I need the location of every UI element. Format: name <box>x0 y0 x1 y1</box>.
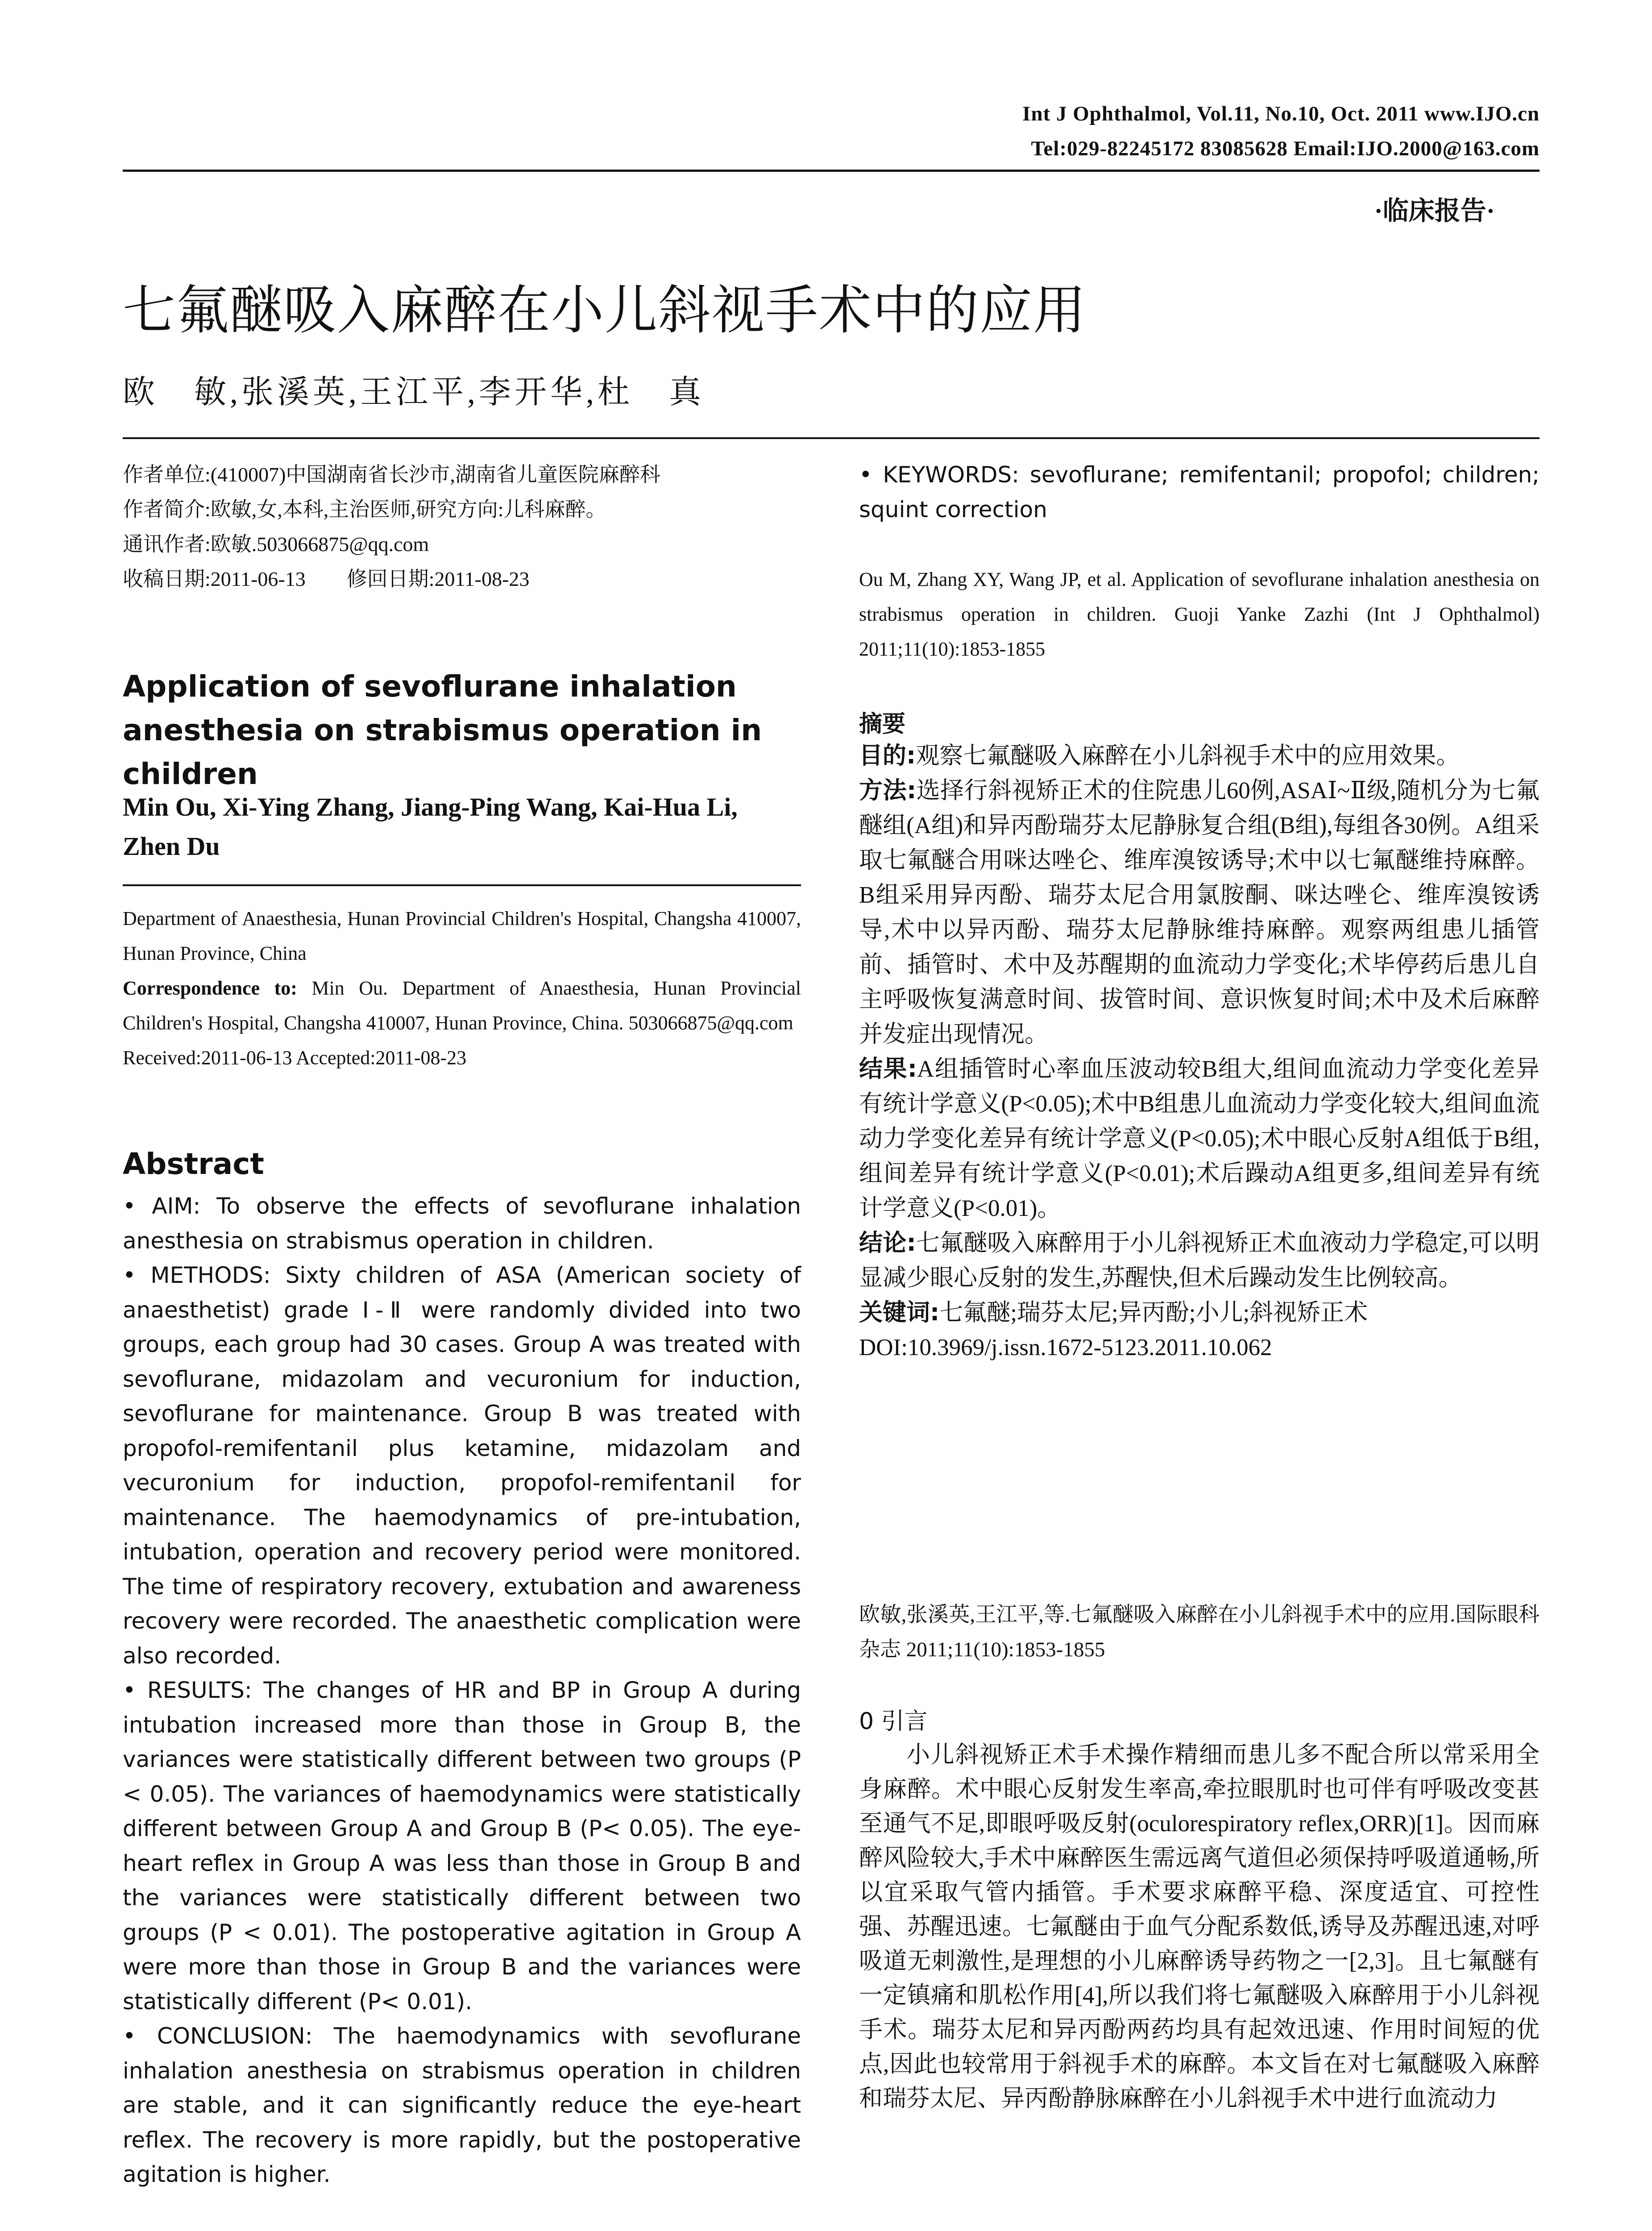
bio-cn: 作者简介:欧敏,女,本科,主治医师,研究方向:儿科麻醉。 <box>123 498 606 521</box>
citation-en: Ou M, Zhang XY, Wang JP, et al. Application of sevoflurane inhalation anesthesia on strabismus operation in children. Guoji Yanke Zazhi (Int J Ophthalmol) 2011;11(10):1853-1855 <box>859 568 1540 660</box>
contact-header: Tel:029-82245172 83085628 Email:IJO.2000@163.com <box>1031 137 1540 160</box>
authors-rule <box>123 884 801 886</box>
abstract-aim: • AIM: To observe the effects of sevoflurane inhalation anesthesia on strabismus operation in children. <box>123 1193 801 1254</box>
keywords-text: 七氟醚;瑞芬太尼;异丙酚;小儿;斜视矫正术 <box>939 1300 1368 1326</box>
purpose-label: 目的: <box>859 742 916 769</box>
title-en: Application of sevoflurane inhalation anesthesia on strabismus operation in children <box>123 669 762 791</box>
abstract-cn-methods <box>859 773 1540 1052</box>
abstract-cn-conclusion <box>859 1226 1540 1295</box>
intro-text: 小儿斜视矫正术手术操作精细而患儿多不配合所以常采用全身麻醉。术中眼心反射发生率高,牵拉眼肌时也可伴有呼吸改变甚至通气不足,即眼呼吸反射(oculorespiratory reflex,ORR)[1]。因而麻醉风险较大,手术中麻醉医生需远离气道但必须保持呼吸道通畅,所以宜采取气管内插管。手术要求麻醉平稳、深度适宜、可控性强、苏醒迅速。七氟醚由于血气分配系数低,诱导及苏醒迅速,对呼吸道无刺激性,是理想的小儿麻醉诱导药物之一[2,3]。且七氟醚有一定镇痛和肌松作用[4],所以我们将七氟醚吸入麻醉用于小儿斜视手术。瑞芬太尼和异丙酚两药均具有起效迅速、作用时间短的优点,因此也较常用于斜视手术的麻醉。本文旨在对七氟醚吸入麻醉和瑞芬太尼、异丙酚静脉麻醉在小儿斜视手术中进行血流动力 <box>859 1742 1540 2111</box>
journal-header: Int J Ophthalmol, Vol.11, No.10, Oct. 2011 www.IJO.cn <box>1022 102 1540 125</box>
methods-label: 方法: <box>859 777 917 804</box>
abstract-cn-results <box>859 1052 1540 1226</box>
section-tag: ·临床报告· <box>1374 196 1495 225</box>
purpose-text: 观察七氟醚吸入麻醉在小儿斜视手术中的应用效果。 <box>916 743 1460 769</box>
received-en: Received:2011-06-13 Accepted:2011-08-23 <box>123 1047 467 1069</box>
dates-cn: 收稿日期:2011-06-13 修回日期:2011-08-23 <box>123 568 530 590</box>
authors-cn: 欧 敏,张溪英,王江平,李开华,杜 真 <box>123 374 705 410</box>
abstract-cn-heading: 摘要 <box>859 711 906 738</box>
abstract-en <box>123 1189 801 2192</box>
title-rule <box>123 437 1540 439</box>
author-info <box>123 457 801 597</box>
results-text: A组插管时心率血压波动较B组大,组间血流动力学变化差异有统计学意义(P<0.05);术中B组患儿血流动力学变化较大,组间血流动力学变化差异有统计学意义(P<0.05);术中眼心反射A组低于B组,组间差异有统计学意义(P<0.01);术后躁动A组更多,组间差异有统计学意义(P<0.01)。 <box>859 1056 1540 1221</box>
conclusion-label: 结论: <box>859 1229 916 1256</box>
authors-en: Min Ou, Xi-Ying Zhang, Jiang-Ping Wang, Kai-Hua Li, Zhen Du <box>123 792 738 861</box>
title-cn: 七氟醚吸入麻醉在小儿斜视手术中的应用 <box>123 279 1087 341</box>
department-block <box>123 901 801 1075</box>
corresponding-cn: 通讯作者:欧敏.503066875@qq.com <box>123 533 429 556</box>
abstract-cn <box>859 738 1540 1365</box>
keywords-label: 关键词: <box>859 1299 940 1326</box>
correspondence-en <box>123 971 801 1041</box>
department-en: Department of Anaesthesia, Hunan Provincial Children's Hospital, Changsha 410007, Hunan Province, China <box>123 908 801 964</box>
abstract-heading: Abstract <box>123 1147 264 1181</box>
results-label: 结果: <box>859 1055 917 1082</box>
correspondence-label: Correspondence to: <box>123 977 297 999</box>
abstract-cn-keywords <box>859 1295 1540 1330</box>
abstract-methods: • METHODS: Sixty children of ASA (American society of anaesthetist) grade Ⅰ-Ⅱ were randomly divided into two groups, each group had 30 cases. Group A was treated with sevoflurane, midazolam and vecuronium for induction, sevoflurane for maintenance. Group B was treated with propofol-remifentanil plus ketamine, midazolam and vecuronium for induction, propofol-remifentanil for maintenance. The haemodynamics of pre-intubation, intubation, operation and recovery period were monitored. The time of respiratory recovery, extubation and awareness recovery were recorded. The anaesthetic complication were also recorded. <box>123 1262 801 1669</box>
header-rule <box>123 170 1540 172</box>
doi: DOI:10.3969/j.issn.1672-5123.2011.10.062 <box>859 1335 1272 1360</box>
citation-cn: 欧敏,张溪英,王江平,等.七氟醚吸入麻醉在小儿斜视手术中的应用.国际眼科杂志 2011;11(10):1853-1855 <box>859 1603 1540 1661</box>
conclusion-text: 七氟醚吸入麻醉用于小儿斜视矫正术血液动力学稳定,可以明显减少眼心反射的发生,苏醒快,但术后躁动发生比例较高。 <box>859 1230 1540 1291</box>
abstract-results: • RESULTS: The changes of HR and BP in Group A during intubation increased more than those in Group B, the variances were statistically different between two groups (P < 0.05). The variances of haemodynamics were statistically different between Group A and Group B (P< 0.05). The eye-heart reflex in Group A was less than those in Group B and the variances were statistically different between two groups (P < 0.01). The postoperative agitation in Group A were more than those in Group B and the variances were statistically different (P< 0.01). <box>123 1677 801 2015</box>
affiliation-cn: 作者单位:(410007)中国湖南省长沙市,湖南省儿童医院麻醉科 <box>123 463 660 486</box>
abstract-cn-purpose <box>859 738 1540 773</box>
correspondence-text: Min Ou. Department of Anaesthesia, Hunan Provincial Children's Hospital, Changsha 410007, Hunan Province, China. 503066875@qq.com <box>123 977 801 1034</box>
methods-text: 选择行斜视矫正术的住院患儿60例,ASAⅠ~Ⅱ级,随机分为七氟醚组(A组)和异丙酚瑞芬太尼静脉复合组(B组),每组各30例。A组采取七氟醚合用咪达唑仑、维库溴铵诱导;术中以七氟醚维持麻醉。B组采用异丙酚、瑞芬太尼合用氯胺酮、咪达唑仑、维库溴铵诱导,术中以异丙酚、瑞芬太尼静脉维持麻醉。观察两组患儿插管前、插管时、术中及苏醒期的血流动力学变化;术毕停药后患儿自主呼吸恢复满意时间、拔管时间、意识恢复时间;术中及术后麻醉并发症出现情况。 <box>859 778 1540 1047</box>
intro-heading: 0 引言 <box>859 1708 928 1735</box>
abstract-conclusion: • CONCLUSION: The haemodynamics with sevoflurane inhalation anesthesia on strabismus operation in children are stable, and it can significantly reduce the eye-heart reflex. The recovery is more rapidly, but the postoperative agitation is higher. <box>123 2023 801 2187</box>
keywords-en: • KEYWORDS: sevoflurane; remifentanil; propofol; children; squint correction <box>859 462 1540 523</box>
